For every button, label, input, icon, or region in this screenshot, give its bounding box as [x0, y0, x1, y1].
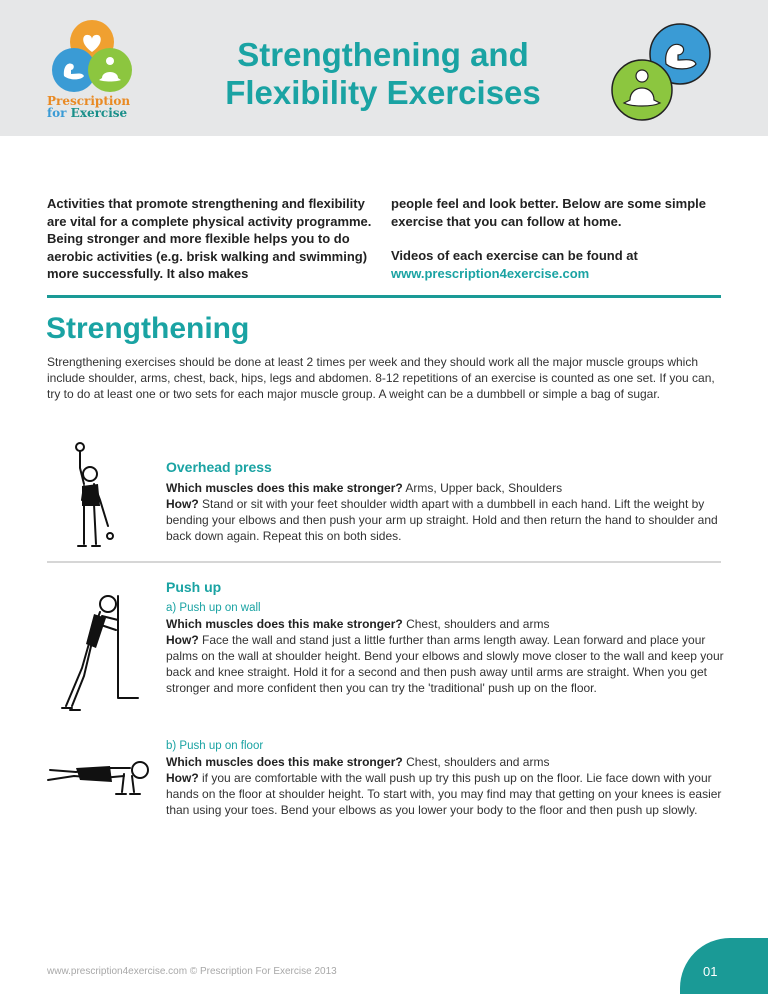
- page-number-tab: [680, 938, 768, 994]
- intro-left-text: Activities that promote strengthening and flexibility are vital for a complete physical activity programme. Being stronger and more flexible helps you to do aerobic activities (e.g. brisk walking and swimming) more successfully. It also makes: [47, 196, 372, 281]
- intro-videos-text: Videos of each exercise can be found at: [391, 248, 638, 263]
- strength-flexibility-icon: [604, 20, 716, 124]
- footer-text: www.prescription4exercise.com © Prescription For Exercise 2013: [47, 966, 337, 977]
- intro-left-column: [47, 195, 382, 283]
- wall-push-up-illustration: [56, 590, 140, 714]
- section-lead: Strengthening exercises should be done at least 2 times per week and they should work all the major muscle groups which include shoulder, arms, chest, back, hips, legs and abdomen. 8-12 repetitions of an exercise is counted as one set. If you can, try to do at least one or two sets for each major muscle group. A weight can be a dumbbell or simple a bag of sugar.: [47, 355, 715, 401]
- push-up-section: [166, 578, 726, 696]
- overhead-press-muscles: Which muscles does this make stronger? Arms, Upper back, Shoulders: [166, 481, 563, 495]
- overhead-press-how: How? Stand or sit with your feet shoulder width apart with a dumbbell in each hand. Lift the weight by bending your elbows and then push your arm up straight. Hold and then return the hand to shoulder and back down again. Repeat this on both sides.: [166, 497, 718, 543]
- exercise-divider: [47, 561, 721, 563]
- floor-push-up-muscles: Which muscles does this make stronger? Chest, shoulders and arms: [166, 755, 550, 769]
- brand-wordmark: [47, 95, 130, 119]
- page-title: [188, 36, 578, 112]
- overhead-press-illustration: [60, 440, 130, 552]
- floor-push-up-subtitle: b) Push up on floor: [166, 740, 264, 752]
- floor-push-up-section: [166, 738, 726, 818]
- brand-line-2: for Exercise: [47, 106, 128, 120]
- website-link[interactable]: www.prescription4exercise.com: [391, 265, 590, 281]
- overhead-press-section: [166, 458, 726, 544]
- wall-push-up-subtitle: a) Push up on wall: [166, 602, 261, 614]
- overhead-press-title: Overhead press: [166, 459, 272, 475]
- brand-line-1: Prescription: [47, 94, 131, 108]
- page-title-line-2: Flexibility Exercises: [225, 74, 541, 111]
- intro-right-column: [391, 195, 727, 282]
- intro-right-text: people feel and look better. Below are some simple exercise that you can follow at home.: [391, 196, 706, 229]
- page-title-line-1: Strengthening and: [237, 36, 529, 73]
- section-heading: Strengthening: [46, 312, 250, 345]
- wall-push-up-muscles: Which muscles does this make stronger? Chest, shoulders and arms: [166, 617, 550, 631]
- page-number: 01: [703, 964, 718, 979]
- wall-push-up-how: How? Face the wall and stand just a little further than arms length away. Lean forward and place your palms on the wall at shoulder height. Bend your elbows and slowly move closer to the wall and keep your back and knee straight. Hold it for a second and then push away until arms are straight. When you get stronger and more confident then you can try the 'traditional' push up on the floor.: [166, 633, 724, 695]
- floor-push-up-illustration: [46, 756, 152, 798]
- section-divider: [47, 295, 721, 298]
- page-header: [0, 0, 768, 136]
- push-up-title: Push up: [166, 579, 222, 595]
- floor-push-up-how: How? if you are comfortable with the wall push up try this push up on the floor. Lie face down with your hands on the floor at shoulder height. To start with, you may find may that getting on your knees is easier than using your toes. Bend your elbows as you lower your body to the floor and then push up slowly.: [166, 771, 722, 817]
